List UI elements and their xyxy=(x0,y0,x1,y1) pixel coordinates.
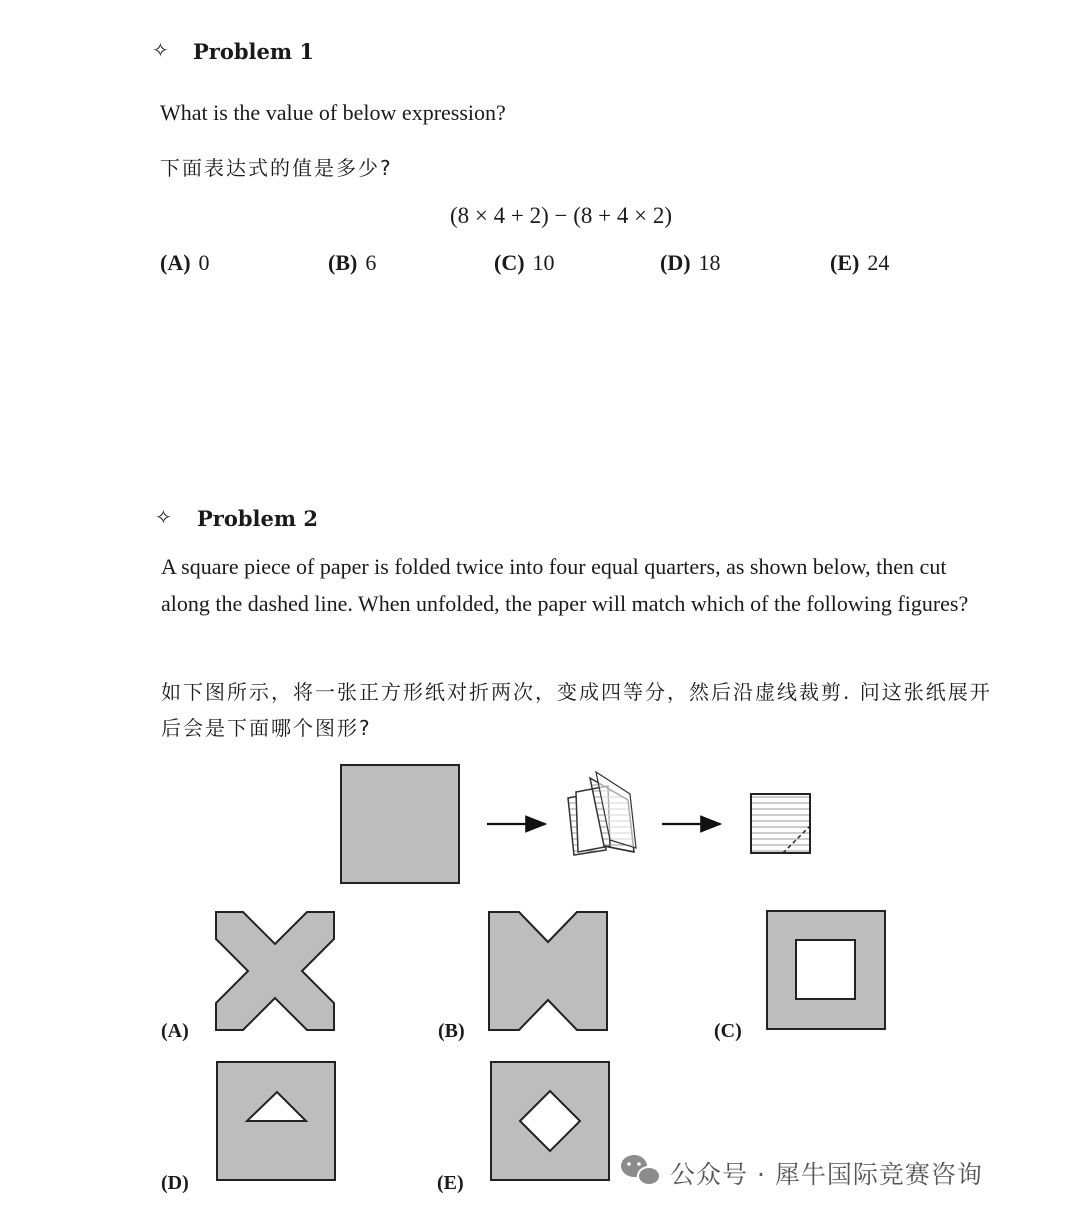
option-b-figure xyxy=(489,912,607,1030)
choice-value: 18 xyxy=(698,250,721,275)
choice-value: 24 xyxy=(867,250,890,275)
figure-label-b: (B) xyxy=(438,1020,465,1042)
choice-letter: (A) xyxy=(160,250,191,275)
wechat-icon xyxy=(621,1155,660,1185)
option-d-figure xyxy=(217,1062,335,1180)
problem-1-heading: Problem 1 xyxy=(193,39,315,64)
figure-label-e: (E) xyxy=(437,1172,464,1194)
watermark-text: 公众号 · 犀牛国际竞赛咨询 xyxy=(670,1160,983,1189)
option-c-figure xyxy=(767,911,885,1029)
figure-label-a: (A) xyxy=(161,1020,189,1042)
figure-label-d: (D) xyxy=(161,1172,189,1194)
unfolded-square xyxy=(341,765,459,883)
folded-quarter-with-cut xyxy=(751,794,810,853)
problem-2-question-zh: 如下图所示，将一张正方形纸对折两次，变成四等分，然后沿虚线裁剪. 问这张纸展开后会是下面哪个图形? xyxy=(161,680,992,740)
choice-letter: (E) xyxy=(830,250,860,275)
choice-value: 0 xyxy=(198,250,210,275)
choice-letter: (D) xyxy=(660,250,691,275)
problem-1-question-zh: 下面表达式的值是多少? xyxy=(160,156,393,180)
problem-2-question-en: A square piece of paper is folded twice into four equal quarters, as shown below, then cut along the dashed line. When unfolded, the paper will match which of the following figures? xyxy=(161,554,969,616)
figure-label-c: (C) xyxy=(714,1020,742,1042)
problem-1-marker-icon: ✧ xyxy=(152,38,169,62)
problem-2-marker-icon: ✧ xyxy=(155,505,172,529)
problem-1-expression: (8 × 4 + 2) − (8 + 4 × 2) xyxy=(450,203,672,228)
choice-letter: (B) xyxy=(328,250,358,275)
option-e-figure xyxy=(491,1062,609,1180)
problem-2-heading: Problem 2 xyxy=(197,506,319,531)
option-a-figure xyxy=(216,912,334,1030)
problem-1-question-en: What is the value of below expression? xyxy=(160,100,506,125)
choice-value: 6 xyxy=(365,250,377,275)
choice-letter: (C) xyxy=(494,250,525,275)
choice-value: 10 xyxy=(532,250,555,275)
folding-paper-icon xyxy=(568,772,636,855)
